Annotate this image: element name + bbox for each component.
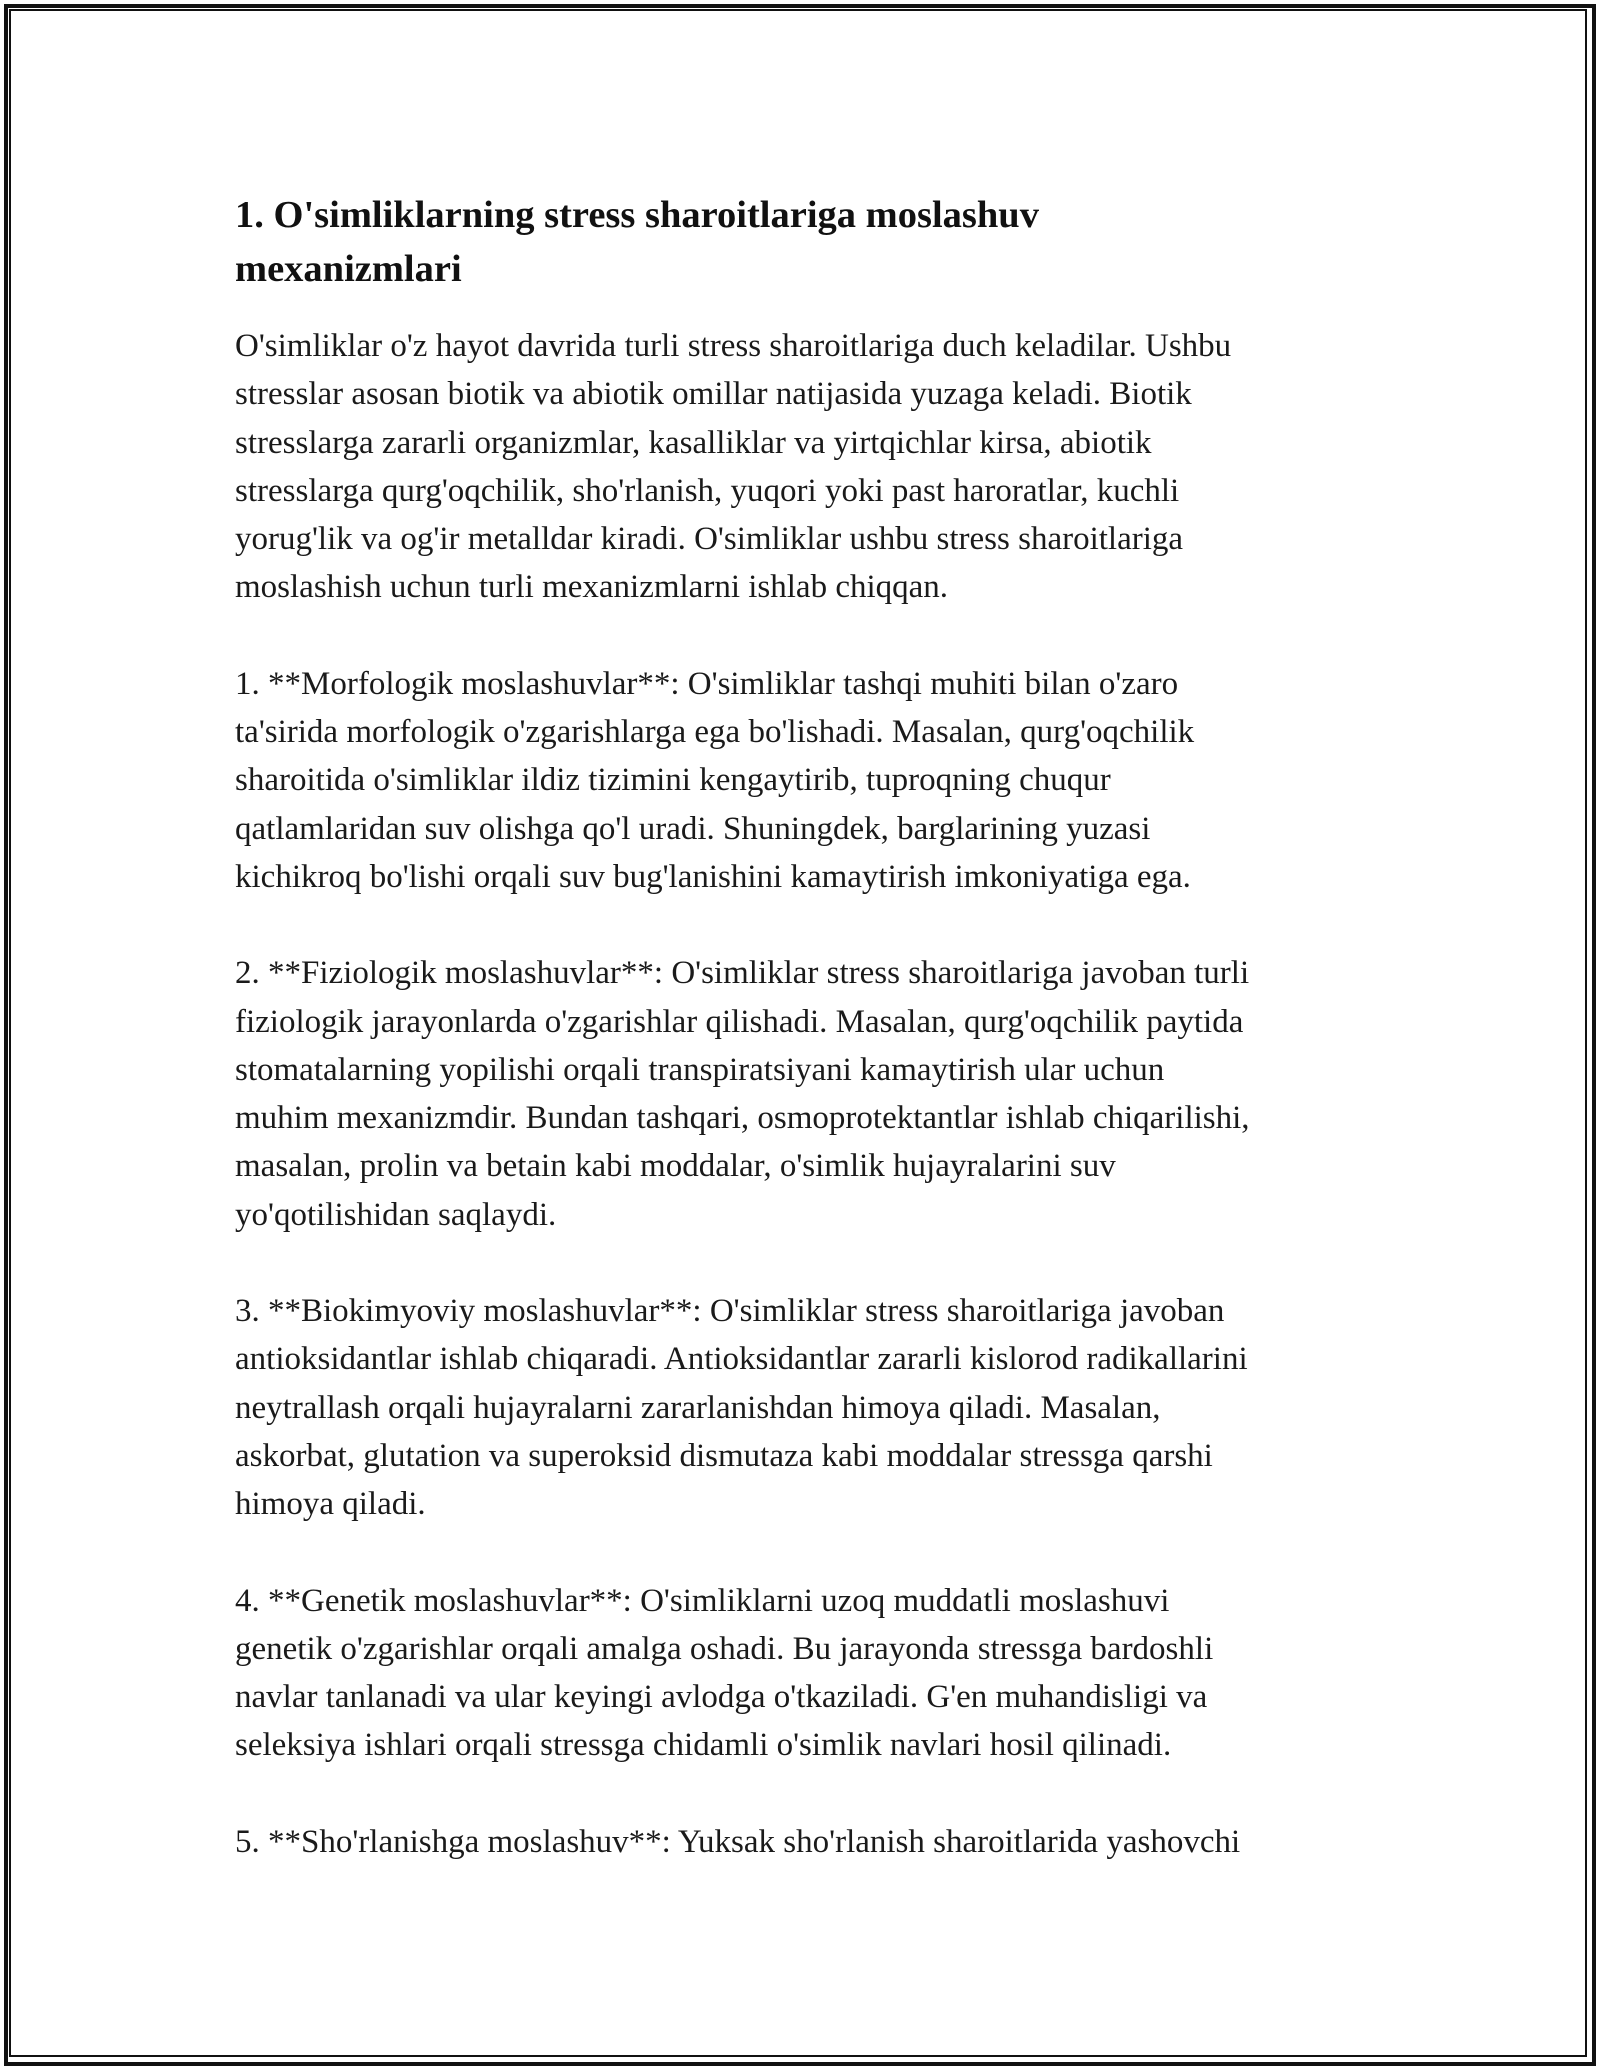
paragraph-line: antioksidantlar ishlab chiqaradi. Antioksidantlar zararli kislorod radikallarini bbox=[235, 1341, 1248, 1378]
paragraph-line: stomatalarning yopilishi orqali transpiratsiyani kamaytirish ular uchun bbox=[235, 1051, 1165, 1088]
paragraph-line: qatlamlaridan suv olishga qo'l uradi. Shuningdek, barglarining yuzasi bbox=[235, 810, 1151, 847]
section-heading-line-2: mexanizmlari bbox=[235, 248, 462, 290]
morphological-adaptations-paragraph bbox=[235, 660, 1385, 901]
paragraph-line: sharoitida o'simliklar ildiz tizimini kengaytirib, tuproqning chuqur bbox=[235, 762, 1111, 799]
intro-line: stresslarga zararli organizmlar, kasalliklar va yirtqichlar kirsa, abiotik bbox=[235, 424, 1152, 461]
intro-line: yorug'lik va og'ir metalldar kiradi. O'simliklar ushbu stress sharoitlariga bbox=[235, 521, 1184, 558]
physiological-adaptations-paragraph bbox=[235, 949, 1385, 1239]
paragraph-line: kichikroq bo'lishi orqali suv bug'lanishini kamaytirish imkoniyatiga ega. bbox=[235, 858, 1191, 895]
intro-line: stresslarga qurg'oqchilik, sho'rlanish, yuqori yoki past haroratlar, kuchli bbox=[235, 472, 1180, 509]
paragraph-line: neytrallash orqali hujayralarni zararlanishdan himoya qiladi. Masalan, bbox=[235, 1389, 1161, 1426]
paragraph-line: navlar tanlanadi va ular keyingi avlodga o'tkaziladi. G'en muhandisligi va bbox=[235, 1679, 1208, 1716]
paragraph-line: fiziologik jarayonlarda o'zgarishlar qilishadi. Masalan, qurg'oqchilik paytida bbox=[235, 1003, 1244, 1040]
paragraph-line: 5. **Sho'rlanishga moslashuv**: Yuksak sho'rlanish sharoitlarida yashovchi bbox=[235, 1823, 1241, 1860]
intro-line: O'simliklar o'z hayot davrida turli stress sharoitlariga duch keladilar. Ushbu bbox=[235, 328, 1232, 364]
paragraph-line: 2. **Fiziologik moslashuvlar**: O'simliklar stress sharoitlariga javoban turli bbox=[235, 955, 1250, 992]
paragraph-line: seleksiya ishlari orqali stressga chidamli o'simlik navlari hosil qilinadi. bbox=[235, 1727, 1172, 1764]
paragraph-line: genetik o'zgarishlar orqali amalga oshadi. Bu jarayonda stressga bardoshli bbox=[235, 1630, 1214, 1667]
document-body bbox=[235, 188, 1385, 1914]
paragraph-line: askorbat, glutation va superoksid dismutaza kabi moddalar stressga qarshi bbox=[235, 1437, 1213, 1474]
paragraph-line: masalan, prolin va betain kabi moddalar, o'simlik hujayralarini suv bbox=[235, 1148, 1116, 1185]
genetic-adaptations-paragraph bbox=[235, 1577, 1385, 1770]
intro-line: moslashish uchun turli mexanizmlarni ishlab chiqqan. bbox=[235, 569, 949, 606]
salinity-adaptation-paragraph bbox=[235, 1818, 1385, 1866]
paragraph-line: 1. **Morfologik moslashuvlar**: O'simliklar tashqi muhiti bilan o'zaro bbox=[235, 665, 1179, 702]
section-heading bbox=[235, 188, 1385, 296]
paragraph-line: himoya qiladi. bbox=[235, 1486, 426, 1523]
paragraph-line: muhim mexanizmdir. Bundan tashqari, osmoprotektantlar ishlab chiqarilishi, bbox=[235, 1100, 1250, 1137]
intro-line: stresslar asosan biotik va abiotik omillar natijasida yuzaga keladi. Biotik bbox=[235, 376, 1192, 413]
section-heading-line-1: 1. O'simliklarning stress sharoitlariga moslashuv bbox=[235, 194, 1039, 236]
paragraph-line: 3. **Biokimyoviy moslashuvlar**: O'simliklar stress sharoitlariga javoban bbox=[235, 1293, 1225, 1330]
paragraph-line: yo'qotilishidan saqlaydi. bbox=[235, 1196, 557, 1233]
paragraph-line: 4. **Genetik moslashuvlar**: O'simliklarni uzoq muddatli moslashuvi bbox=[235, 1582, 1170, 1619]
intro-paragraph bbox=[235, 322, 1385, 612]
paragraph-line: ta'sirida morfologik o'zgarishlarga ega bo'lishadi. Masalan, qurg'oqchilik bbox=[235, 714, 1195, 751]
biochemical-adaptations-paragraph bbox=[235, 1287, 1385, 1528]
